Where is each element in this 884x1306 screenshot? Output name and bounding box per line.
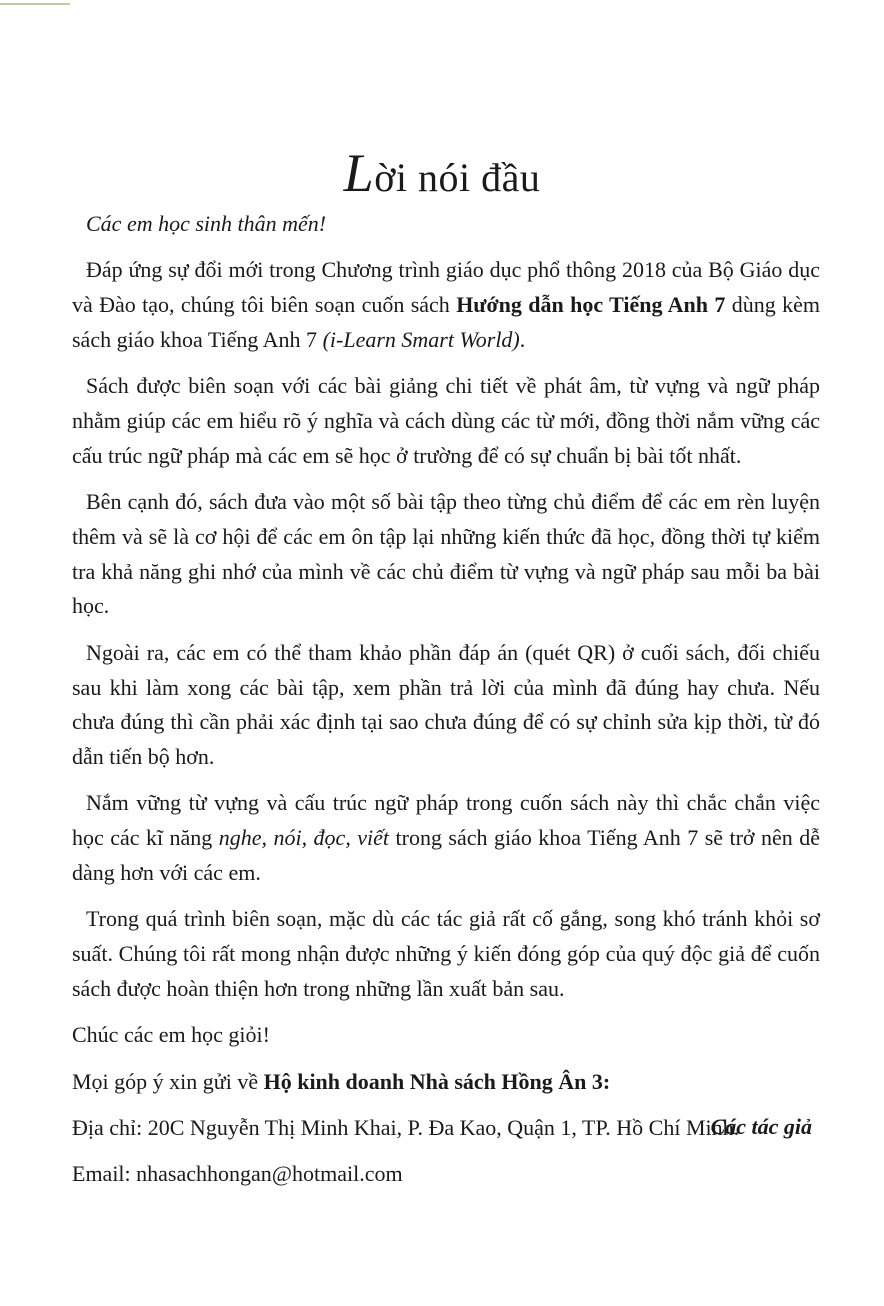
signoff-authors: Các tác giả — [710, 1114, 812, 1139]
paragraph-1-text-c: . — [519, 326, 526, 352]
book-title-bold: Hướng dẫn học Tiếng Anh 7 — [456, 292, 726, 318]
skills-italic: nghe, nói, đọc, viết — [218, 825, 390, 851]
contact-email: Email: nhasachhongan@hotmail.com — [72, 1161, 403, 1187]
page-edge-mark — [0, 3, 70, 5]
paragraph-5 — [72, 786, 820, 890]
paragraph-3: Bên cạnh đó, sách đưa vào một số bài tập theo từng chủ điểm để các em rèn luyện thêm và sẽ là cơ hội để các em ôn tập lại những kiến thức đã học, đồng thời tự kiểm tra khả năng ghi nhớ của mình về các chủ điểm từ vựng và ngữ pháp sau mỗi ba bài học. — [72, 489, 820, 619]
contact-line — [72, 1065, 820, 1100]
paragraph-1 — [72, 253, 820, 357]
greeting: Các em học sinh thân mến! — [86, 211, 327, 236]
title-initial: L — [343, 143, 375, 203]
paragraph-4: Ngoài ra, các em có thể tham khảo phần đáp án (quét QR) ở cuối sách, đối chiếu sau khi làm xong các bài tập, xem phần trả lời của mình đã đúng hay chưa. Nếu chưa đúng thì cần phải xác định tại sao chưa đúng để có sự chỉnh sửa kịp thời, từ đó dẫn tiến bộ hơn. — [72, 639, 820, 770]
title-rest: ời nói đầu — [374, 155, 541, 200]
paragraph-1-text-b: dùng kèm sách giáo khoa Tiếng Anh 7 — [72, 292, 821, 352]
paragraph-5-text-a: Nắm vững từ vựng và cấu trúc ngữ pháp trong cuốn sách này thì chắc chắn việc học các kĩ năng — [72, 790, 820, 851]
paragraph-6: Trong quá trình biên soạn, mặc dù các tác giả rất cố gắng, song khó tránh khỏi sơ suất. Chúng tôi rất mong nhận được những ý kiến đóng góp của quý độc giả để cuốn sách được hoàn thiện hơn trong những lần xuất bản sau. — [72, 906, 820, 1001]
preface-body — [72, 207, 820, 1203]
paragraph-5-text-b: trong sách giáo khoa Tiếng Anh 7 sẽ trở nên dễ dàng hơn với các em. — [72, 825, 820, 886]
textbook-series-italic: (i-Learn Smart World) — [322, 326, 520, 352]
paragraph-1-text-a: Đáp ứng sự đổi mới trong Chương trình giáo dục phổ thông 2018 của Bộ Giáo dục và Đào tạo, chúng tôi biên soạn cuốn sách — [72, 257, 820, 318]
contact-organization: Hộ kinh doanh Nhà sách Hồng Ân 3: — [263, 1068, 611, 1094]
contact-intro: Mọi góp ý xin gửi về — [72, 1068, 264, 1094]
paragraph-2: Sách được biên soạn với các bài giảng chi tiết về phát âm, từ vựng và ngữ pháp nhằm giúp các em hiểu rõ ý nghĩa và cách dùng các từ mới, đồng thời nắm vững các cấu trúc ngữ pháp mà các em sẽ học ở trường để có sự chuẩn bị bài tốt nhất. — [72, 373, 820, 468]
contact-address: Địa chỉ: 20C Nguyễn Thị Minh Khai, P. Đa Kao, Quận 1, TP. Hồ Chí Minh. — [72, 1114, 740, 1140]
page-title — [0, 138, 884, 213]
closing-wish: Chúc các em học giỏi! — [72, 1022, 270, 1048]
